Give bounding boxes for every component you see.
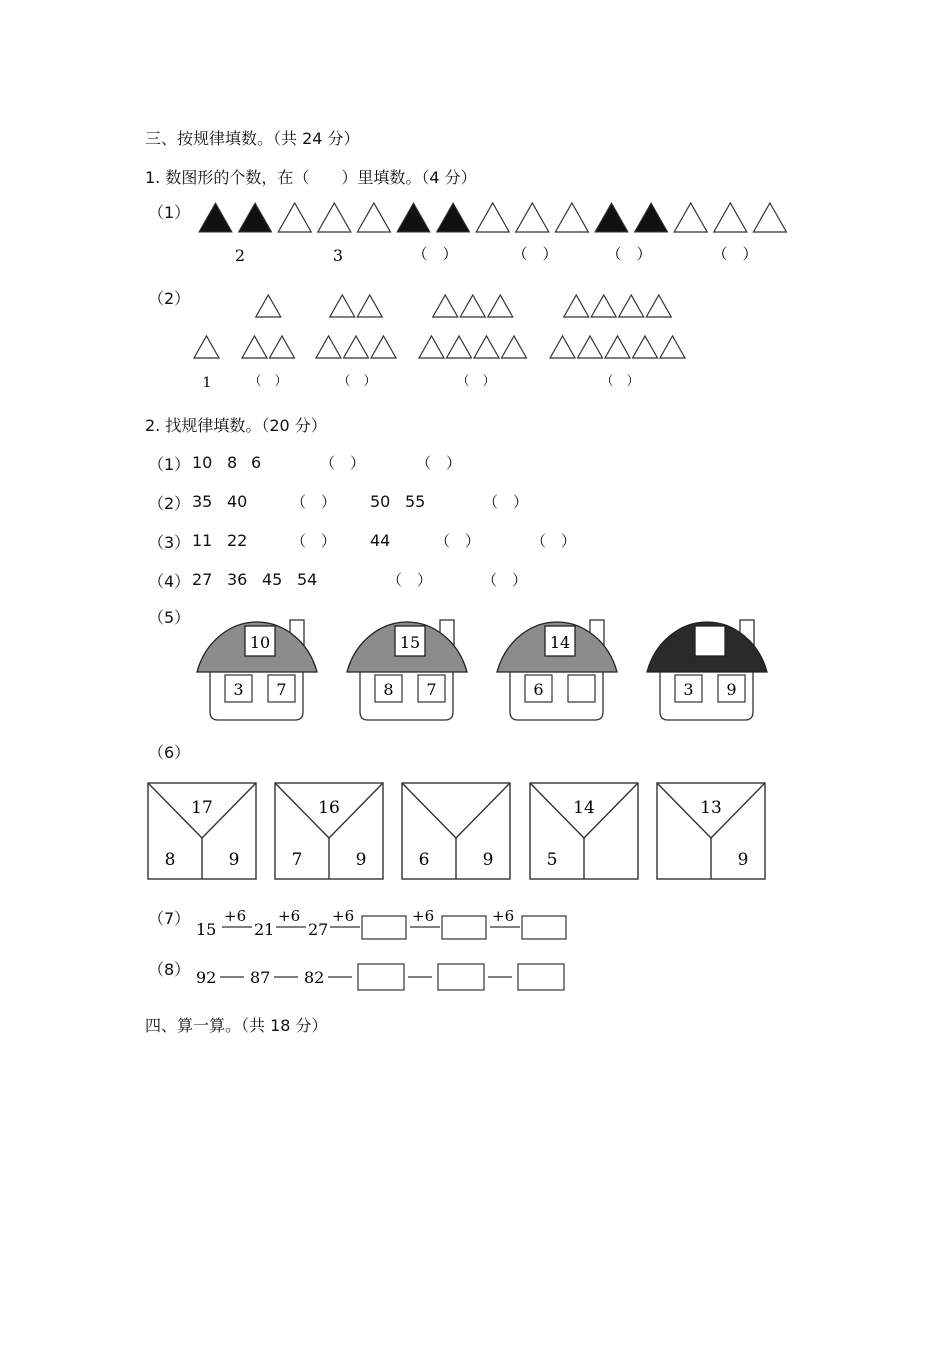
- envelope-right-number: 9: [228, 850, 240, 870]
- step-label: +6: [278, 907, 301, 925]
- filled-triangle-icon: [199, 203, 232, 232]
- outline-triangle-icon: [433, 295, 458, 317]
- stack-answer-blank-2[interactable]: （ ）: [248, 374, 288, 389]
- number-envelope: [402, 783, 510, 879]
- filled-triangle-icon: [239, 203, 272, 232]
- row-label: （2）: [148, 494, 191, 513]
- outline-triangle-icon: [330, 295, 355, 317]
- chain-number: 92: [196, 968, 217, 987]
- envelopes: [140, 775, 780, 890]
- outline-triangle-icon: [318, 203, 351, 232]
- outline-triangle-icon: [674, 203, 707, 232]
- outline-triangle-icon: [502, 336, 527, 358]
- answer-blank[interactable]: （ ）: [416, 454, 462, 472]
- stack-answer-blank-5[interactable]: （ ）: [600, 374, 640, 389]
- number-envelope: [275, 783, 383, 879]
- number: 8: [227, 453, 238, 472]
- envelope-left-number: 5: [546, 850, 558, 870]
- answer-box[interactable]: [695, 626, 725, 656]
- answer-box[interactable]: [438, 964, 484, 990]
- outline-triangle-icon: [316, 336, 341, 358]
- outline-triangle-icon: [371, 336, 396, 358]
- answer-box[interactable]: [442, 916, 486, 939]
- number: 45: [262, 570, 283, 589]
- house: [197, 620, 317, 720]
- q1-part2-label: （2）: [148, 289, 191, 308]
- answer-blank[interactable]: （ ）: [320, 454, 366, 472]
- envelope-left-number: 7: [291, 850, 303, 870]
- envelope-top-number: 16: [318, 798, 340, 818]
- outline-triangle-icon: [474, 336, 499, 358]
- filled-triangle-icon: [595, 203, 628, 232]
- outline-triangle-icon: [714, 203, 747, 232]
- envelope-top-number: 13: [700, 798, 722, 818]
- answer-blank[interactable]: （ ）: [482, 571, 528, 589]
- outline-triangle-icon: [278, 203, 311, 232]
- stack-answer-1: 1: [202, 375, 212, 391]
- q2-chain8-label: （8）: [148, 960, 191, 979]
- stack-answer-blank-3[interactable]: （ ）: [337, 374, 377, 389]
- number: 10: [192, 453, 213, 472]
- number-envelope: [148, 783, 256, 879]
- envelope-top-number: 14: [573, 798, 595, 818]
- envelope-left-number: 8: [164, 850, 176, 870]
- outline-triangle-icon: [550, 336, 575, 358]
- number: 54: [297, 570, 318, 589]
- chain-number: 21: [254, 920, 275, 939]
- number: 22: [227, 531, 248, 550]
- number: 55: [405, 492, 426, 511]
- house-top-number: 15: [399, 633, 421, 652]
- answer-blank[interactable]: （ ）: [435, 532, 481, 550]
- house-left-number: 8: [383, 680, 394, 699]
- answer-box[interactable]: [522, 916, 566, 939]
- row-label: （4）: [148, 572, 191, 591]
- step-label: +6: [224, 907, 247, 925]
- house-left-number: 6: [533, 680, 544, 699]
- number: 6: [251, 453, 262, 472]
- q1-title: 1. 数图形的个数，在（ ）里填数。（4 分）: [145, 168, 477, 187]
- chain-number: 27: [308, 920, 329, 939]
- step-label: +6: [332, 907, 355, 925]
- outline-triangle-icon: [270, 336, 295, 358]
- outline-triangle-icon: [516, 203, 549, 232]
- outline-triangle-icon: [256, 295, 281, 317]
- answer-box[interactable]: [362, 916, 406, 939]
- triangle-stacks: [190, 290, 710, 395]
- number: 40: [227, 492, 248, 511]
- answer-box[interactable]: [568, 675, 595, 702]
- row-label: （3）: [148, 533, 191, 552]
- chain-number: 82: [304, 968, 325, 987]
- answer-blank-4[interactable]: （ ）: [512, 245, 558, 263]
- step-label: +6: [492, 907, 515, 925]
- chain-number: 87: [250, 968, 271, 987]
- house-top-number: 14: [549, 633, 571, 652]
- outline-triangle-icon: [357, 295, 382, 317]
- outline-triangle-icon: [753, 203, 786, 232]
- outline-triangle-icon: [419, 336, 444, 358]
- house-top-number: 10: [249, 633, 271, 652]
- number-envelope: [657, 783, 765, 879]
- outline-triangle-icon: [555, 203, 588, 232]
- number: 27: [192, 570, 213, 589]
- outline-triangle-icon: [194, 336, 219, 358]
- answer-box[interactable]: [518, 964, 564, 990]
- house: [497, 620, 617, 720]
- add-chain: [190, 900, 590, 950]
- q2-houses-label: （5）: [148, 608, 191, 627]
- stack-answer-blank-4[interactable]: （ ）: [456, 374, 496, 389]
- answer-blank[interactable]: （ ）: [387, 571, 433, 589]
- q1-part1-label: （1）: [148, 203, 191, 222]
- answer-blank-6[interactable]: （ ）: [712, 245, 758, 263]
- outline-triangle-icon: [578, 336, 603, 358]
- house-left-number: 3: [233, 680, 244, 699]
- answer-blank-5[interactable]: （ ）: [606, 245, 652, 263]
- outline-triangle-icon: [591, 295, 616, 317]
- step-label: +6: [412, 907, 435, 925]
- envelope-right-number: 9: [482, 850, 494, 870]
- answer-blank[interactable]: （ ）: [531, 532, 577, 550]
- number: 11: [192, 531, 213, 550]
- filled-triangle-icon: [397, 203, 430, 232]
- number: 36: [227, 570, 248, 589]
- filled-triangle-icon: [437, 203, 470, 232]
- number: 50: [370, 492, 391, 511]
- outline-triangle-icon: [633, 336, 658, 358]
- answer-blank[interactable]: （ ）: [291, 493, 337, 511]
- outline-triangle-icon: [242, 336, 267, 358]
- number: 44: [370, 531, 391, 550]
- house-right-number: 9: [726, 680, 737, 699]
- house-right-number: 7: [276, 680, 287, 699]
- outline-triangle-icon: [660, 336, 685, 358]
- envelope-right-number: 9: [737, 850, 749, 870]
- outline-triangle-icon: [646, 295, 671, 317]
- q2-chain7-label: （7）: [148, 909, 191, 928]
- outline-triangle-icon: [344, 336, 369, 358]
- chain-start-number: 15: [196, 920, 217, 939]
- outline-triangle-icon: [476, 203, 509, 232]
- q2-title: 2. 找规律填数。（20 分）: [145, 416, 327, 435]
- answer-blank-3[interactable]: （ ）: [412, 245, 458, 263]
- section3-title: 三、按规律填数。（共 24 分）: [145, 129, 360, 148]
- house-left-number: 3: [683, 680, 694, 699]
- q2-envelopes-label: （6）: [148, 743, 191, 762]
- answer-2: 3: [332, 246, 344, 265]
- envelope-right-number: 9: [355, 850, 367, 870]
- outline-triangle-icon: [460, 295, 485, 317]
- house: [347, 620, 467, 720]
- envelope-left-number: 6: [418, 850, 430, 870]
- answer-blank[interactable]: （ ）: [291, 532, 337, 550]
- envelope-top-number: 17: [191, 798, 213, 818]
- number: 35: [192, 492, 213, 511]
- section4-title: 四、算一算。（共 18 分）: [145, 1016, 328, 1035]
- houses: [190, 612, 790, 727]
- filled-triangle-icon: [635, 203, 668, 232]
- outline-triangle-icon: [564, 295, 589, 317]
- number-envelope: [530, 783, 638, 879]
- answer-box[interactable]: [358, 964, 404, 990]
- outline-triangle-icon: [447, 336, 472, 358]
- answer-blank[interactable]: （ ）: [483, 493, 529, 511]
- outline-triangle-icon: [619, 295, 644, 317]
- house-right-number: 7: [426, 680, 437, 699]
- subtract-chain: [190, 955, 610, 1000]
- row-label: （1）: [148, 455, 191, 474]
- house: [647, 620, 767, 720]
- outline-triangle-icon: [488, 295, 513, 317]
- outline-triangle-icon: [605, 336, 630, 358]
- outline-triangle-icon: [357, 203, 390, 232]
- answer-1: 2: [234, 246, 246, 265]
- triangle-sequence: [195, 195, 795, 270]
